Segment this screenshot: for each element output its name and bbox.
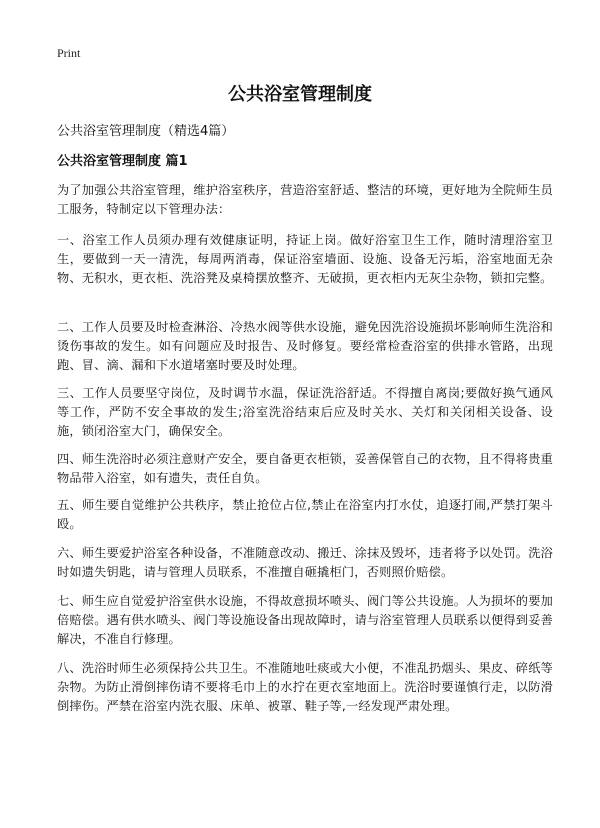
paragraph-intro: 为了加强公共浴室管理，维护浴室秩序，营造浴室舒适、整洁的环境，更好地为全院师生员工服务，特制定以下管理办法：	[57, 183, 553, 216]
paragraph-8: 八、洗浴时师生必须保持公共卫生。不准随地吐痰或大小便，不准乱扔烟头、果皮、碎纸等杂物。为防止滑倒摔伤请不要将毛巾上的水拧在更衣室地面上。洗浴时要谨慎行走，以防滑倒摔伤。严禁在浴室内洗衣服、床单、被罩、鞋子等,一经发现严肃处理。	[57, 661, 553, 713]
paragraph-3: 三、工作人员要坚守岗位，及时调节水温，保证洗浴舒适。不得擅自离岗;要做好换气通风等工作，严防不安全事故的发生;浴室洗浴结束后应及时关水、关灯和关闭相关设备、设施，锁闭浴室大门，确保安全。	[57, 386, 553, 438]
paragraph-1: 一、浴室工作人员须办理有效健康证明，持证上岗。做好浴室卫生工作，随时清理浴室卫生，要做到一天一清洗，每周两消毒，保证浴室墙面、设施、设备无污垢，浴室地面无杂物、无积水，更衣柜、洗浴凳及桌椅摆放整齐、无破损，更衣柜内无灰尘杂物，锁扣完整。	[57, 233, 553, 285]
paragraph-5: 五、师生要自觉维护公共秩序，禁止抢位占位,禁止在浴室内打水仗，追逐打闹,严禁打架斗殴。	[57, 498, 553, 531]
document-subtitle: 公共浴室管理制度（精选4篇）	[57, 124, 235, 139]
paragraph-6: 六、师生要爱护浴室各种设备，不准随意改动、搬迁、涂抹及毁坏，违者将予以处罚。洗浴时如遗失钥匙，请与管理人员联系，不准擅自砸撬柜门，否则照价赔偿。	[57, 546, 553, 579]
paragraph-4: 四、师生洗浴时必须注意财产安全，要自备更衣柜锁，妥善保管自己的衣物，且不得将贵重物品带入浴室，如有遗失，责任自负。	[57, 452, 553, 485]
document-title: 公共浴室管理制度	[228, 84, 372, 105]
paragraph-2: 二、工作人员要及时检查淋浴、冷热水阀等供水设施，避免因洗浴设施损坏影响师生洗浴和烫伤事故的发生。如有问题应及时报告、及时修复。要经常检查浴室的供排水管路，出现跑、冒、滴、漏和下水道堵塞时要及时处理。	[57, 320, 553, 372]
section-heading: 公共浴室管理制度 篇1	[57, 154, 188, 169]
paragraph-7: 七、师生应自觉爱护浴室供水设施，不得故意损坏喷头、阀门等公共设施。人为损坏的要加倍赔偿。遇有供水喷头、阀门等设施设备出现故障时，请与浴室管理人员联系以便得到妥善解决，不准自行修理。	[57, 594, 553, 646]
print-link[interactable]: Print	[57, 46, 81, 60]
